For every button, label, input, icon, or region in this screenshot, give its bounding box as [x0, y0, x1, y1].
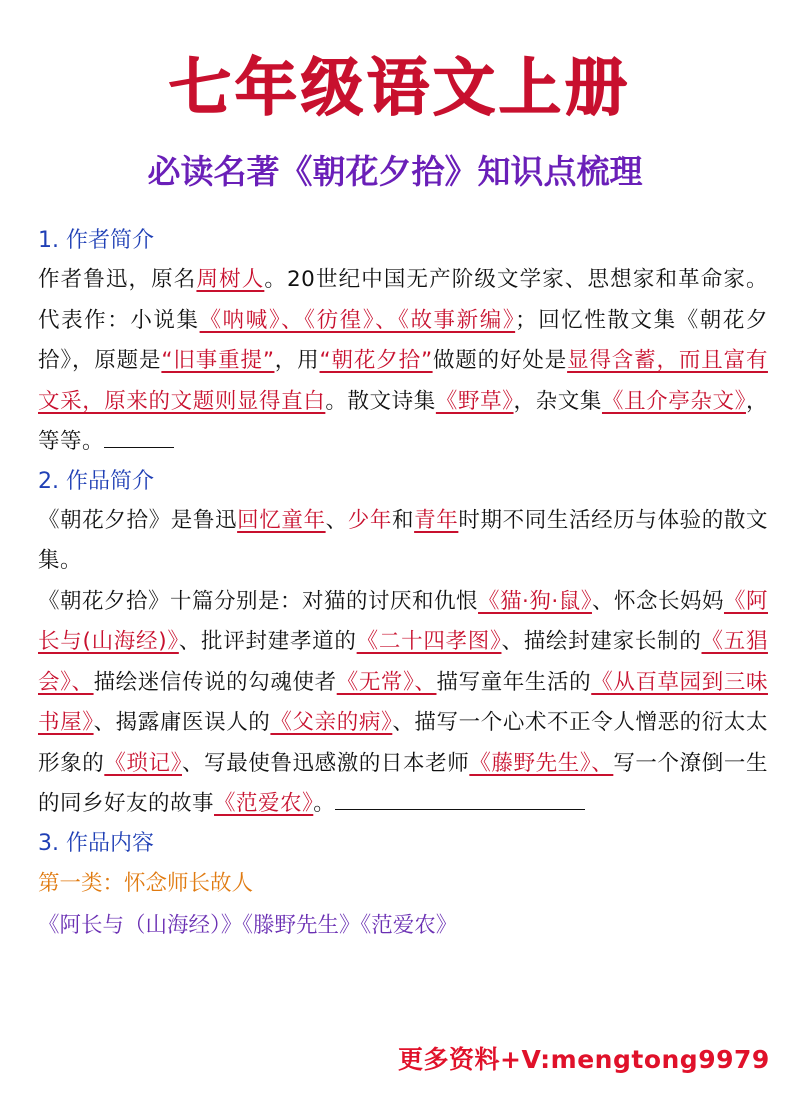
work-intro-paragraph: [38, 501, 768, 582]
highlight-original-title: “旧事重提”: [161, 348, 275, 373]
category-works: 《阿长与（山海经）》《滕野先生》《范爱农》: [38, 912, 458, 938]
text: 《朝花夕拾》是鲁迅: [38, 507, 238, 533]
author-paragraph: [38, 260, 768, 463]
essay-title: 《从百草园到三味书屋》: [38, 669, 768, 735]
highlight-title-benefit: 显得含蓄，而且富有文采，原来的文题则显得直白: [38, 348, 768, 414]
text: 写一个潦倒一生的同乡好友的故事: [38, 750, 768, 816]
text: 《朝花夕拾》十篇分别是：对猫的讨厌和仇恨: [38, 588, 479, 614]
highlight-childhood: 回忆童年: [237, 507, 326, 533]
page-title: 七年级语文上册: [168, 51, 631, 124]
text: 、揭露庸医误人的: [93, 710, 271, 735]
text: 描写童年生活的: [436, 669, 592, 695]
highlight-new-title: “朝花夕拾”: [319, 348, 433, 373]
text: ，杂文集: [513, 388, 602, 414]
essay-title: 《五猖会》、: [38, 629, 768, 695]
text: 、怀念长妈妈: [591, 588, 724, 614]
essay-title: 《父亲的病》: [270, 710, 393, 735]
text: 、描绘封建家长制的: [501, 629, 702, 654]
underline-filler: [335, 808, 585, 810]
text: ；回忆性散文集《朝花夕拾》，原题是: [38, 307, 768, 373]
ten-essays-paragraph: [38, 582, 768, 825]
essay-title: 《琐记》: [104, 750, 182, 776]
section-heading-content: 3. 作品内容: [38, 830, 154, 856]
text: ，等等。: [38, 388, 768, 454]
page-subtitle: 必读名著《朝花夕拾》知识点梳理: [147, 152, 643, 191]
text: 做题的好处是: [432, 348, 568, 373]
highlight-original-name: 周树人: [196, 267, 265, 292]
essay-title: 《二十四孝图》: [356, 629, 502, 654]
essay-title: 《藤野先生》、: [469, 750, 614, 776]
essay-title: 《范爱农》: [214, 791, 314, 816]
essay-title: 《阿长与(山海经)》: [38, 588, 768, 654]
essay-title: 《无常》、: [336, 669, 437, 695]
text: 和: [391, 507, 415, 533]
text: 、写最使鲁迅感激的日本老师: [181, 750, 470, 776]
text: 作者鲁迅，原名: [38, 267, 197, 292]
text: 、: [325, 507, 348, 533]
highlight-prose-poems: 《野草》: [435, 388, 514, 414]
text: ，用: [274, 348, 320, 373]
text: 。散文诗集: [325, 388, 436, 414]
text: 。20世纪中国无产阶级文学家、思想家和革命家。代表作：小说集: [38, 267, 768, 333]
category-heading: 第一类：怀念师长故人: [38, 870, 254, 896]
underline-filler: [104, 446, 174, 448]
document-body: [38, 222, 768, 947]
text: 描绘迷信传说的勾魂使者: [93, 669, 337, 695]
highlight-young-adult: 青年: [414, 507, 459, 533]
text: 、批评封建孝道的: [178, 629, 357, 654]
text: 。: [313, 791, 336, 816]
contact-footer: 更多资料+V:mengtong9979: [398, 1045, 770, 1074]
text: 、描写一个心术不正令人憎恶的衍太太形象的: [38, 710, 768, 776]
section-heading-author: 1. 作者简介: [38, 228, 154, 253]
text: 时期不同生活经历与体验的散文集。: [38, 507, 768, 573]
section-heading-work-intro: 2. 作品简介: [38, 468, 154, 494]
essay-title: 《猫·狗·鼠》: [478, 588, 592, 614]
highlight-novel-collections: 《呐喊》、《彷徨》、《故事新编》: [199, 307, 516, 333]
highlight-youth: 少年: [347, 507, 392, 533]
highlight-essays: 《且介亭杂文》: [601, 388, 746, 414]
